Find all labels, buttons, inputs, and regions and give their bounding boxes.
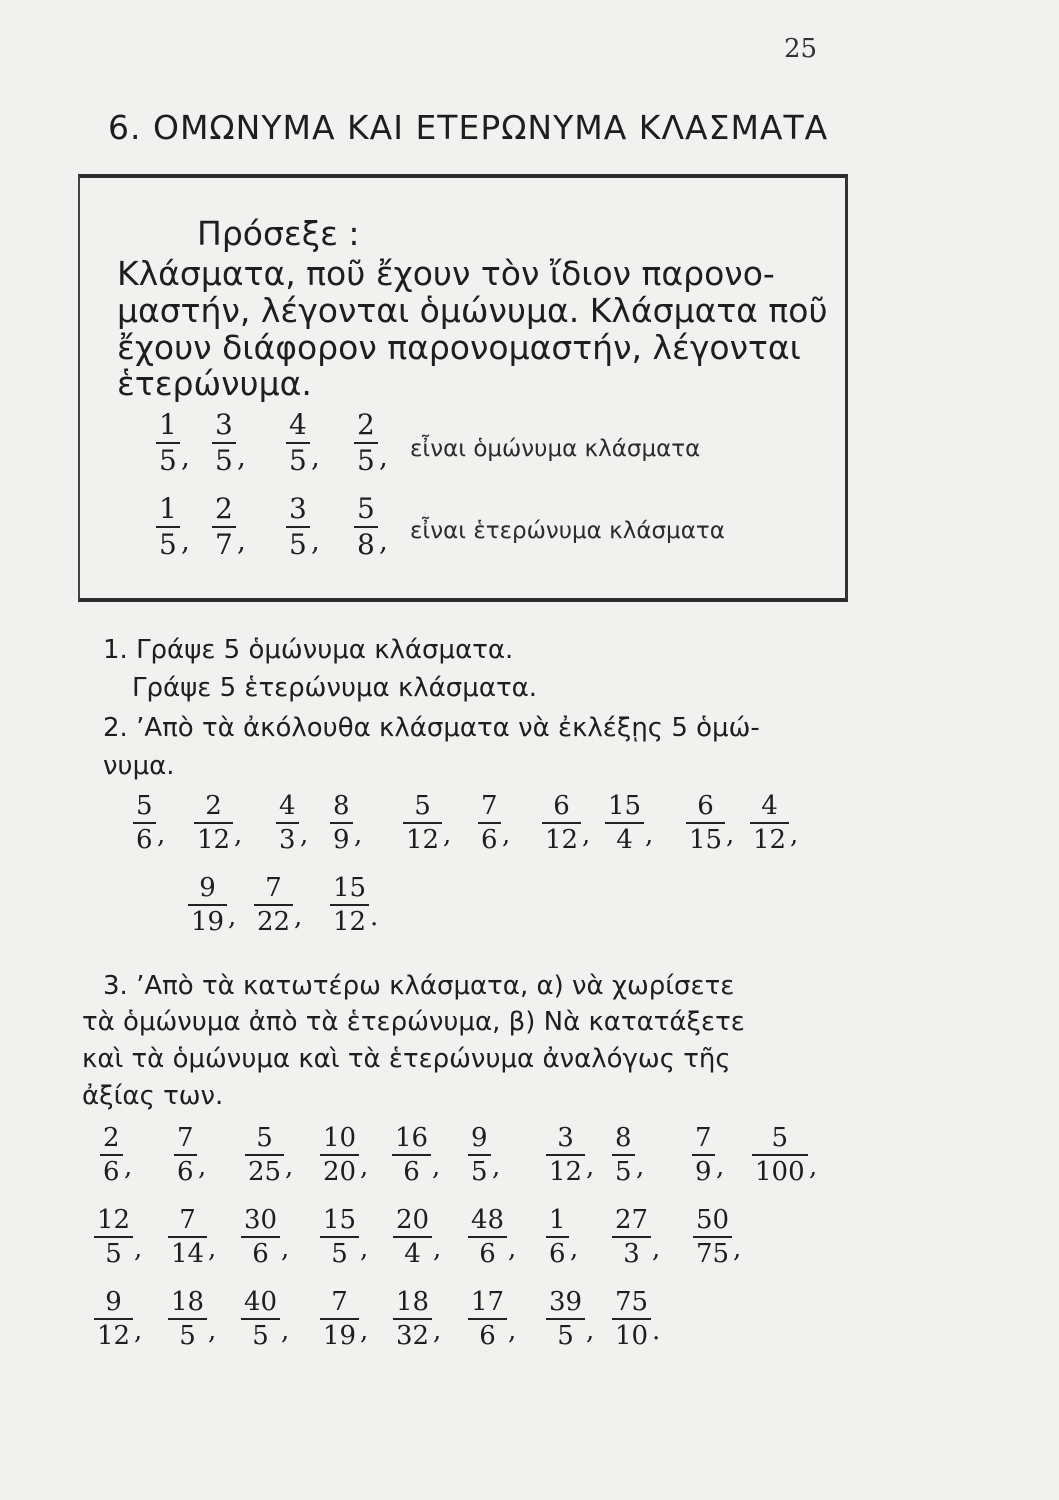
fraction bbox=[254, 872, 293, 938]
numerator: 5 bbox=[357, 492, 375, 525]
comma-separator: , bbox=[285, 1152, 294, 1182]
fraction bbox=[320, 1204, 359, 1270]
numerator: 30 bbox=[244, 1205, 278, 1235]
numerator: 1 bbox=[549, 1205, 566, 1235]
comma-separator: , bbox=[636, 1152, 645, 1182]
numerator: 18 bbox=[396, 1287, 430, 1317]
fraction bbox=[468, 1204, 507, 1270]
numerator: 9 bbox=[105, 1287, 122, 1317]
comma-separator: , bbox=[294, 902, 303, 932]
fraction bbox=[212, 408, 236, 478]
numerator: 7 bbox=[695, 1123, 712, 1153]
denominator: 12 bbox=[197, 825, 231, 855]
comma-separator: , bbox=[181, 524, 190, 557]
fraction bbox=[605, 790, 644, 856]
fraction bbox=[286, 408, 310, 478]
period-separator: . bbox=[652, 1316, 661, 1346]
fraction bbox=[100, 1122, 123, 1188]
heteronym-label: εἶναι ἑτερώνυμα κλάσματα bbox=[410, 518, 725, 544]
denominator: 19 bbox=[323, 1321, 357, 1351]
denominator: 25 bbox=[248, 1157, 282, 1187]
exercise-1-line-2: Γράψε 5 ἑτερώνυμα κλάσματα. bbox=[132, 673, 538, 703]
numerator: 1 bbox=[159, 408, 177, 441]
fraction bbox=[320, 1286, 359, 1352]
numerator: 3 bbox=[215, 408, 233, 441]
denominator: 5 bbox=[179, 1321, 196, 1351]
comma-separator: , bbox=[586, 1152, 595, 1182]
fraction bbox=[241, 1286, 280, 1352]
denominator: 5 bbox=[215, 444, 233, 477]
numerator: 4 bbox=[289, 408, 307, 441]
comma-separator: , bbox=[360, 1316, 369, 1346]
denominator: 5 bbox=[289, 444, 307, 477]
comma-separator: , bbox=[134, 1316, 143, 1346]
fraction bbox=[168, 1286, 207, 1352]
denominator: 6 bbox=[252, 1239, 269, 1269]
fraction bbox=[320, 1122, 359, 1188]
rule-line-2: μαστήν, λέγονται ὁμώνυμα. Κλάσματα ποῦ bbox=[117, 291, 828, 330]
denominator: 12 bbox=[333, 907, 367, 937]
numerator: 8 bbox=[333, 791, 350, 821]
fraction bbox=[393, 1286, 432, 1352]
numerator: 7 bbox=[179, 1205, 196, 1235]
period-separator: . bbox=[370, 902, 379, 932]
fraction bbox=[612, 1286, 651, 1352]
numerator: 2 bbox=[205, 791, 222, 821]
comma-separator: , bbox=[726, 820, 735, 850]
fraction bbox=[94, 1286, 133, 1352]
denominator: 12 bbox=[406, 825, 440, 855]
numerator: 9 bbox=[199, 873, 216, 903]
fraction bbox=[241, 1204, 280, 1270]
comma-separator: , bbox=[311, 524, 320, 557]
comma-separator: , bbox=[508, 1234, 517, 1264]
fraction bbox=[612, 1204, 651, 1270]
denominator: 12 bbox=[753, 825, 787, 855]
exercise-2-line-1: 2. ’Απὸ τὰ ἀκόλουθα κλάσματα νὰ ἐκλέξῃς 5 ὁμώ- bbox=[103, 713, 760, 743]
fraction bbox=[330, 790, 353, 856]
denominator: 12 bbox=[549, 1157, 583, 1187]
comma-separator: , bbox=[237, 440, 246, 473]
denominator: 5 bbox=[557, 1321, 574, 1351]
fraction bbox=[693, 1204, 732, 1270]
comma-separator: , bbox=[198, 1152, 207, 1182]
denominator: 9 bbox=[333, 825, 350, 855]
exercise-1-line-1: 1. Γράψε 5 ὁμώνυμα κλάσματα. bbox=[103, 635, 514, 665]
comma-separator: , bbox=[208, 1234, 217, 1264]
denominator: 5 bbox=[615, 1157, 632, 1187]
comma-separator: , bbox=[157, 820, 166, 850]
rule-line-4: ἑτερώνυμα. bbox=[117, 364, 312, 403]
numerator: 3 bbox=[557, 1123, 574, 1153]
comma-separator: , bbox=[790, 820, 799, 850]
numerator: 40 bbox=[244, 1287, 278, 1317]
exercise-3-line-2: τὰ ὁμώνυμα ἀπὸ τὰ ἑτερώνυμα, β) Νὰ κατατάξετε bbox=[82, 1007, 745, 1037]
comma-separator: , bbox=[134, 1234, 143, 1264]
fraction bbox=[188, 872, 227, 938]
numerator: 7 bbox=[331, 1287, 348, 1317]
numerator: 17 bbox=[471, 1287, 505, 1317]
numerator: 5 bbox=[136, 791, 153, 821]
numerator: 15 bbox=[333, 873, 367, 903]
numerator: 18 bbox=[171, 1287, 205, 1317]
numerator: 39 bbox=[549, 1287, 583, 1317]
comma-separator: , bbox=[354, 820, 363, 850]
denominator: 6 bbox=[479, 1239, 496, 1269]
numerator: 5 bbox=[771, 1123, 789, 1153]
numerator: 6 bbox=[553, 791, 570, 821]
comma-separator: , bbox=[379, 524, 388, 557]
comma-separator: , bbox=[432, 1152, 441, 1182]
numerator: 48 bbox=[471, 1205, 505, 1235]
denominator: 6 bbox=[103, 1157, 120, 1187]
numerator: 8 bbox=[615, 1123, 632, 1153]
page-number: 25 bbox=[784, 34, 818, 64]
comma-separator: , bbox=[733, 1234, 742, 1264]
comma-separator: , bbox=[443, 820, 452, 850]
denominator: 4 bbox=[616, 825, 633, 855]
denominator: 5 bbox=[105, 1239, 122, 1269]
fraction bbox=[156, 408, 180, 478]
denominator: 5 bbox=[331, 1239, 348, 1269]
exercise-3-line-1: 3. ’Απὸ τὰ κατωτέρω κλάσματα, α) νὰ χωρίσετε bbox=[103, 971, 735, 1001]
denominator: 6 bbox=[136, 825, 153, 855]
comma-separator: , bbox=[645, 820, 654, 850]
rule-line-3: ἔχουν διάφορον παρονομαστήν, λέγονται bbox=[117, 328, 801, 367]
comma-separator: , bbox=[652, 1234, 661, 1264]
comma-separator: , bbox=[492, 1152, 501, 1182]
comma-separator: , bbox=[379, 440, 388, 473]
numerator: 3 bbox=[289, 492, 307, 525]
numerator: 12 bbox=[97, 1205, 131, 1235]
denominator: 15 bbox=[689, 825, 723, 855]
comma-separator: , bbox=[360, 1152, 369, 1182]
numerator: 1 bbox=[159, 492, 177, 525]
exercise-2-line-2: νυμα. bbox=[103, 751, 175, 781]
numerator: 75 bbox=[615, 1287, 649, 1317]
denominator: 100 bbox=[755, 1157, 805, 1187]
denominator: 7 bbox=[215, 528, 233, 561]
fraction bbox=[546, 1204, 569, 1270]
denominator: 6 bbox=[549, 1239, 566, 1269]
fraction bbox=[542, 790, 581, 856]
fraction bbox=[354, 492, 378, 562]
denominator: 4 bbox=[404, 1239, 421, 1269]
fraction bbox=[212, 492, 236, 562]
numerator: 27 bbox=[615, 1205, 649, 1235]
denominator: 6 bbox=[479, 1321, 496, 1351]
rule-line-1: Κλάσματα, ποῦ ἔχουν τὸν ἴδιον παρονο- bbox=[117, 254, 775, 293]
comma-separator: , bbox=[570, 1234, 579, 1264]
section-title: 6. ΟΜΩΝΥΜΑ ΚΑΙ ΕΤΕΡΩΝΥΜΑ ΚΛΑΣΜΑΤΑ bbox=[108, 108, 829, 147]
comma-separator: , bbox=[237, 524, 246, 557]
fraction bbox=[354, 408, 378, 478]
exercise-3-line-4: ἀξίας των. bbox=[82, 1081, 224, 1111]
fraction bbox=[468, 1122, 491, 1188]
fraction bbox=[245, 1122, 284, 1188]
numerator: 4 bbox=[761, 791, 778, 821]
fraction bbox=[330, 872, 369, 938]
numerator: 15 bbox=[323, 1205, 357, 1235]
fraction bbox=[174, 1122, 197, 1188]
denominator: 5 bbox=[159, 444, 177, 477]
numerator: 50 bbox=[696, 1205, 730, 1235]
fraction bbox=[392, 1122, 431, 1188]
numerator: 16 bbox=[395, 1123, 429, 1153]
denominator: 6 bbox=[403, 1157, 420, 1187]
fraction bbox=[156, 492, 180, 562]
rule-heading: Πρόσεξε : bbox=[197, 214, 360, 253]
fraction bbox=[546, 1122, 585, 1188]
comma-separator: , bbox=[208, 1316, 217, 1346]
denominator: 9 bbox=[695, 1157, 712, 1187]
fraction bbox=[286, 492, 310, 562]
comma-separator: , bbox=[582, 820, 591, 850]
fraction bbox=[276, 790, 299, 856]
comma-separator: , bbox=[508, 1316, 517, 1346]
comma-separator: , bbox=[281, 1234, 290, 1264]
denominator: 5 bbox=[471, 1157, 488, 1187]
denominator: 19 bbox=[191, 907, 225, 937]
comma-separator: , bbox=[502, 820, 511, 850]
numerator: 5 bbox=[414, 791, 431, 821]
fraction bbox=[686, 790, 725, 856]
numerator: 7 bbox=[177, 1123, 194, 1153]
fraction bbox=[478, 790, 501, 856]
denominator: 8 bbox=[357, 528, 375, 561]
fraction bbox=[168, 1204, 207, 1270]
fraction bbox=[750, 790, 789, 856]
numerator: 4 bbox=[279, 791, 296, 821]
comma-separator: , bbox=[809, 1152, 818, 1182]
denominator: 12 bbox=[545, 825, 579, 855]
denominator: 14 bbox=[171, 1239, 205, 1269]
denominator: 32 bbox=[396, 1321, 430, 1351]
denominator: 22 bbox=[257, 907, 291, 937]
denominator: 20 bbox=[323, 1157, 357, 1187]
denominator: 5 bbox=[357, 444, 375, 477]
denominator: 5 bbox=[289, 528, 307, 561]
fraction bbox=[692, 1122, 715, 1188]
comma-separator: , bbox=[360, 1234, 369, 1264]
numerator: 6 bbox=[697, 791, 714, 821]
comma-separator: , bbox=[586, 1316, 595, 1346]
fraction bbox=[612, 1122, 635, 1188]
numerator: 9 bbox=[471, 1123, 488, 1153]
denominator: 10 bbox=[615, 1321, 649, 1351]
fraction bbox=[393, 1204, 432, 1270]
denominator: 6 bbox=[481, 825, 498, 855]
homonym-label: εἶναι ὁμώνυμα κλάσματα bbox=[410, 436, 701, 462]
fraction bbox=[133, 790, 156, 856]
fraction bbox=[468, 1286, 507, 1352]
comma-separator: , bbox=[433, 1316, 442, 1346]
comma-separator: , bbox=[234, 820, 243, 850]
numerator: 7 bbox=[481, 791, 498, 821]
comma-separator: , bbox=[181, 440, 190, 473]
numerator: 7 bbox=[265, 873, 282, 903]
numerator: 2 bbox=[103, 1123, 120, 1153]
comma-separator: , bbox=[433, 1234, 442, 1264]
comma-separator: , bbox=[281, 1316, 290, 1346]
comma-separator: , bbox=[300, 820, 309, 850]
exercise-3-line-3: καὶ τὰ ὁμώνυμα καὶ τὰ ἑτερώνυμα ἀναλόγως τῆς bbox=[82, 1044, 731, 1074]
numerator: 2 bbox=[357, 408, 375, 441]
numerator: 2 bbox=[215, 492, 233, 525]
comma-separator: , bbox=[228, 902, 237, 932]
fraction bbox=[752, 1122, 808, 1188]
numerator: 20 bbox=[396, 1205, 430, 1235]
numerator: 15 bbox=[608, 791, 642, 821]
comma-separator: , bbox=[311, 440, 320, 473]
comma-separator: , bbox=[716, 1152, 725, 1182]
denominator: 12 bbox=[97, 1321, 131, 1351]
fraction bbox=[546, 1286, 585, 1352]
denominator: 6 bbox=[177, 1157, 194, 1187]
numerator: 5 bbox=[256, 1123, 273, 1153]
comma-separator: , bbox=[124, 1152, 133, 1182]
denominator: 75 bbox=[696, 1239, 730, 1269]
denominator: 5 bbox=[252, 1321, 269, 1351]
denominator: 3 bbox=[279, 825, 296, 855]
denominator: 5 bbox=[159, 528, 177, 561]
fraction bbox=[403, 790, 442, 856]
denominator: 3 bbox=[623, 1239, 640, 1269]
fraction bbox=[94, 1204, 133, 1270]
fraction bbox=[194, 790, 233, 856]
numerator: 10 bbox=[323, 1123, 357, 1153]
